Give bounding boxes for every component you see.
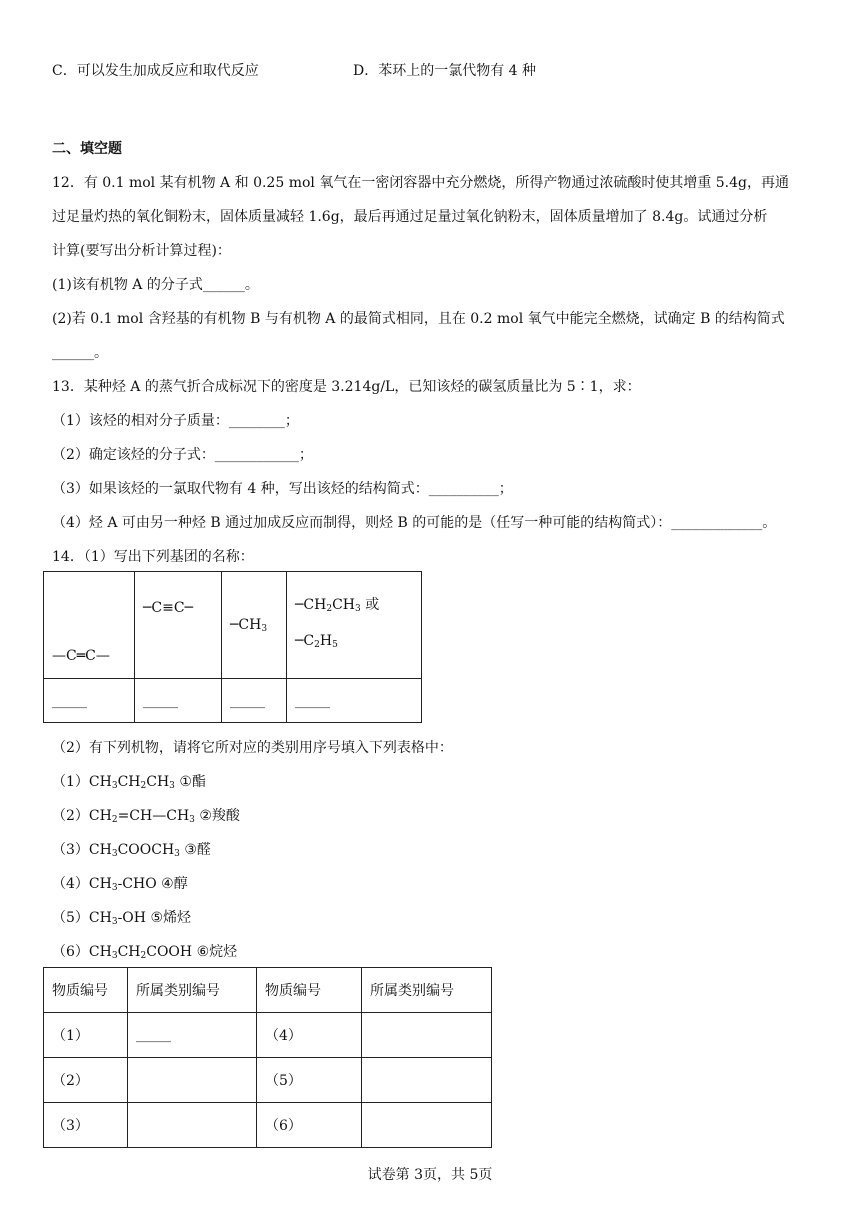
- q13-line1: 13．某种烃 A 的蒸气折合成标况下的密度是 3.214g/L，已知该烃的碳氢质量比为 5∶1，求：: [52, 379, 641, 395]
- option-d: D．苯环上的一氯代物有 4 种: [353, 63, 537, 79]
- table-cell-answer[interactable]: [128, 1058, 257, 1103]
- table-cell-answer[interactable]: [362, 1013, 492, 1058]
- q14-part2: （2）有下列机物，请将它所对应的类别用序号填入下列表格中：: [52, 740, 453, 756]
- q13-p2: （2）确定该烃的分子式：____________；: [52, 447, 313, 463]
- q13-p3: （3）如果该烃的一氯取代物有 4 种，写出该烃的结构简式：__________；: [52, 481, 513, 497]
- table-header: 所属类别编号: [128, 968, 257, 1013]
- q12-line3: 计算(要写出分析计算过程)：: [52, 243, 231, 259]
- table-cell-answer[interactable]: [128, 1103, 257, 1148]
- q13-p4: （4）烃 A 可由另一种烃 B 通过加成反应而制得，则烃 B 的可能的是（任写一种可能的结构简式）：_____________。: [52, 515, 777, 531]
- group-cell-ethyl: $─CH_2CH_3$ 或 $─C_2H_5$: [287, 572, 422, 679]
- table-cell: （1）: [44, 1013, 128, 1058]
- q12-line2: 过足量灼热的氧化铜粉末，固体质量减轻 1.6g，最后再通过足量过氧化钠粉末，固体质量增加了 8.4g。试通过分析: [52, 209, 768, 225]
- table-header: 物质编号: [44, 968, 128, 1013]
- compound-item: $(1)CH_3CH_2CH_3$ ①酯: [52, 774, 206, 791]
- table-cell: （4）: [257, 1013, 362, 1058]
- q12-part1: (1)该有机物 A 的分子式______。: [52, 277, 259, 293]
- q13-p1: （1）该烃的相对分子质量：________；: [52, 413, 299, 429]
- table-cell-answer[interactable]: [362, 1103, 492, 1148]
- q14-part1: 14．（1）写出下列基团的名称：: [52, 549, 254, 565]
- table-header: 所属类别编号: [362, 968, 492, 1013]
- table-cell: （6）: [257, 1103, 362, 1148]
- compound-item: $(2)CH_2=CH—CH_3$ ②羧酸: [52, 808, 240, 825]
- group-cell-double-bond: —C═C—: [44, 572, 135, 679]
- table-cell: （3）: [44, 1103, 128, 1148]
- group-name-table: [43, 571, 422, 723]
- compound-item: $(4)CH_3$-CHO ④醇: [52, 876, 188, 893]
- option-c: C．可以发生加成反应和取代反应: [52, 63, 259, 79]
- group-cell-triple-bond: ─C≡C─: [135, 572, 222, 679]
- table-cell-answer[interactable]: _____: [128, 1013, 257, 1058]
- compound-item: $(5)CH_3-OH$ ⑤烯烃: [52, 910, 192, 927]
- answer-blank[interactable]: _____: [135, 679, 222, 723]
- table-cell-answer[interactable]: [362, 1058, 492, 1103]
- page-footer: 试卷第 3页，共 5页: [367, 1167, 493, 1183]
- classification-table: [43, 967, 492, 1148]
- section-title: 二、填空题: [52, 141, 122, 157]
- compound-item: $(6)CH_3CH_2COOH$ ⑥烷烃: [52, 944, 238, 961]
- q12-part2a: (2)若 0.1 mol 含羟基的有机物 B 与有机物 A 的最简式相同，且在 0.2 mol 氧气中能完全燃烧，试确定 B 的结构简式: [52, 311, 785, 327]
- table-cell: （2）: [44, 1058, 128, 1103]
- answer-blank[interactable]: _____: [44, 679, 135, 723]
- q12-line1: 12．有 0.1 mol 某有机物 A 和 0.25 mol 氧气在一密闭容器中充分燃烧，所得产物通过浓硫酸时使其增重 5.4g，再通: [52, 175, 790, 191]
- table-cell: （5）: [257, 1058, 362, 1103]
- table-header: 物质编号: [257, 968, 362, 1013]
- answer-blank[interactable]: _____: [287, 679, 422, 723]
- answer-blank[interactable]: _____: [222, 679, 287, 723]
- q12-part2b: ______。: [52, 345, 108, 361]
- compound-item: $(3)CH_3COOCH_3$ ③醛: [52, 842, 211, 859]
- group-cell-methyl: $─CH_3$: [222, 572, 287, 679]
